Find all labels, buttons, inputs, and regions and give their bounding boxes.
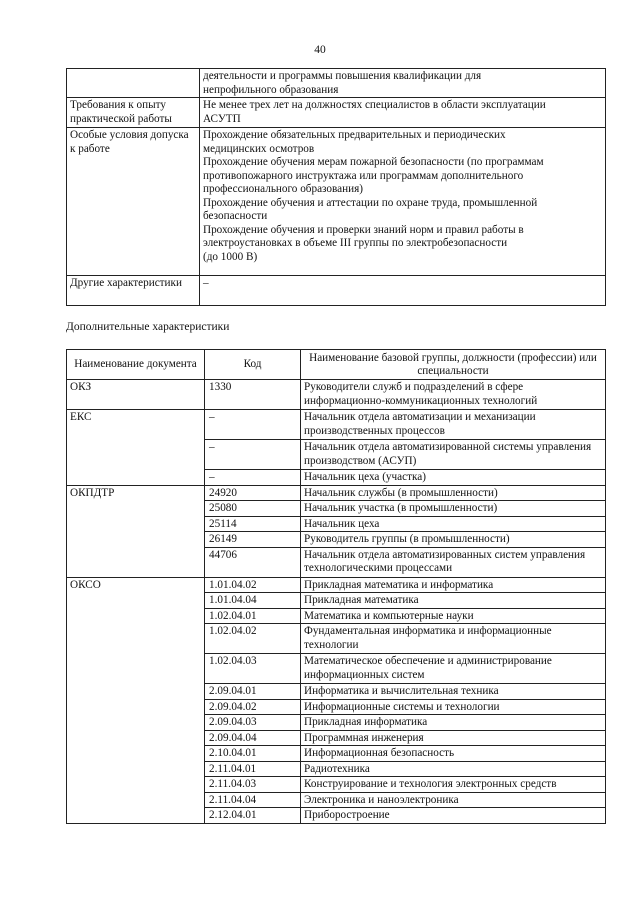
column-header: Наименование базовой группы, должности (профессии) или специальности <box>301 350 606 380</box>
code-cell: 2.09.04.01 <box>205 684 301 700</box>
name-cell: Начальник цеха (участка) <box>301 470 606 486</box>
row-value <box>200 276 606 306</box>
code-cell: 2.09.04.03 <box>205 715 301 731</box>
name-cell: Конструирование и технология электронных средств <box>301 777 606 793</box>
name-cell: Руководители служб и подразделений в сфере информационно-коммуникационных технологий <box>301 380 606 410</box>
name-cell: Математика и компьютерные науки <box>301 608 606 624</box>
name-cell: Фундаментальная информатика и информационные технологии <box>301 624 606 654</box>
value-line: АСУТП <box>203 112 241 125</box>
code-cell: 1.01.04.04 <box>205 593 301 609</box>
name-cell: Начальник отдела автоматизации и механизации производственных процессов <box>301 410 606 440</box>
name-cell: Приборостроение <box>301 808 606 824</box>
section-heading: Дополнительные характеристики <box>66 321 230 333</box>
row-value <box>200 98 606 128</box>
value-line: безопасности <box>203 210 268 222</box>
name-cell: Начальник участка (в промышленности) <box>301 501 606 517</box>
value-line: Не менее трех лет на должностях специалистов в области эксплуатации <box>203 99 546 111</box>
table-header-row <box>67 350 606 380</box>
column-header: Наименование документа <box>67 350 205 380</box>
code-cell: 2.11.04.01 <box>205 761 301 777</box>
code-cell: 2.09.04.02 <box>205 699 301 715</box>
value-line: медицинских осмотров <box>203 142 315 155</box>
row-label: Другие характеристики <box>67 276 200 306</box>
code-cell: 26149 <box>205 532 301 548</box>
document-cell: ОКПДТР <box>67 485 205 577</box>
code-cell: 25114 <box>205 516 301 532</box>
table-row <box>67 128 606 276</box>
document-cell: ЕКС <box>67 410 205 486</box>
code-cell: 1.01.04.02 <box>205 577 301 593</box>
code-cell: 2.10.04.01 <box>205 746 301 762</box>
table-row <box>67 380 606 410</box>
table-row <box>67 410 606 440</box>
value-line: непрофильного образования <box>203 83 339 96</box>
value-line: Прохождение обучения и аттестации по охране труда, промышленной <box>203 196 538 209</box>
document-cell: ОКЗ <box>67 380 205 410</box>
value-line: Прохождение обязательных предварительных и периодических <box>203 129 506 141</box>
value-line: (до 1000 В) <box>203 250 258 263</box>
code-cell: 24920 <box>205 485 301 501</box>
name-cell: Радиотехника <box>301 761 606 777</box>
name-cell: Руководитель группы (в промышленности) <box>301 532 606 548</box>
value-line: Прохождение обучения мерам пожарной безопасности (по программам <box>203 156 544 168</box>
value-line: Прохождение обучения и проверки знаний норм и правил работы в <box>203 223 524 236</box>
value-line: – <box>203 277 209 289</box>
name-cell: Программная инженерия <box>301 730 606 746</box>
name-cell: Начальник отдела автоматизированных систем управления технологическими процессами <box>301 547 606 577</box>
code-cell: 2.12.04.01 <box>205 808 301 824</box>
code-cell: – <box>205 410 301 440</box>
table-row <box>67 69 606 98</box>
name-cell: Начальник службы (в промышленности) <box>301 485 606 501</box>
classification-table <box>66 349 606 824</box>
table-row <box>67 276 606 306</box>
code-cell: 25080 <box>205 501 301 517</box>
code-cell: 1330 <box>205 380 301 410</box>
name-cell: Начальник отдела автоматизированной системы управления производством (АСУП) <box>301 440 606 470</box>
code-cell: – <box>205 440 301 470</box>
value-line: противопожарного инструктажа или программам дополнительного <box>203 169 524 182</box>
name-cell: Информационная безопасность <box>301 746 606 762</box>
code-cell: 2.11.04.03 <box>205 777 301 793</box>
code-cell: 1.02.04.01 <box>205 608 301 624</box>
row-value <box>200 69 606 98</box>
requirements-table <box>66 68 606 306</box>
value-line: профессионального образования) <box>203 183 363 195</box>
code-cell: 44706 <box>205 547 301 577</box>
name-cell: Прикладная математика <box>301 593 606 609</box>
code-cell: – <box>205 470 301 486</box>
table-row <box>67 98 606 128</box>
code-cell: 2.09.04.04 <box>205 730 301 746</box>
name-cell: Информатика и вычислительная техника <box>301 684 606 700</box>
name-cell: Прикладная информатика <box>301 715 606 731</box>
page-number: 40 <box>314 44 326 56</box>
code-cell: 2.11.04.04 <box>205 792 301 808</box>
name-cell: Информационные системы и технологии <box>301 699 606 715</box>
table-row <box>67 485 606 501</box>
row-label <box>67 69 200 98</box>
row-value <box>200 128 606 276</box>
row-label: Требования к опыту практической работы <box>67 98 200 128</box>
value-line: электроустановках в объеме III группы по электробезопасности <box>203 237 508 249</box>
document-cell: ОКСО <box>67 577 205 823</box>
name-cell: Электроника и наноэлектроника <box>301 792 606 808</box>
name-cell: Прикладная математика и информатика <box>301 577 606 593</box>
table-row <box>67 577 606 593</box>
code-cell: 1.02.04.02 <box>205 624 301 654</box>
row-label: Особые условия допуска к работе <box>67 128 200 276</box>
value-line: деятельности и программы повышения квалификации для <box>203 70 482 82</box>
name-cell: Математическое обеспечение и администрирование информационных систем <box>301 654 606 684</box>
code-cell: 1.02.04.03 <box>205 654 301 684</box>
column-header: Код <box>205 350 301 380</box>
name-cell: Начальник цеха <box>301 516 606 532</box>
